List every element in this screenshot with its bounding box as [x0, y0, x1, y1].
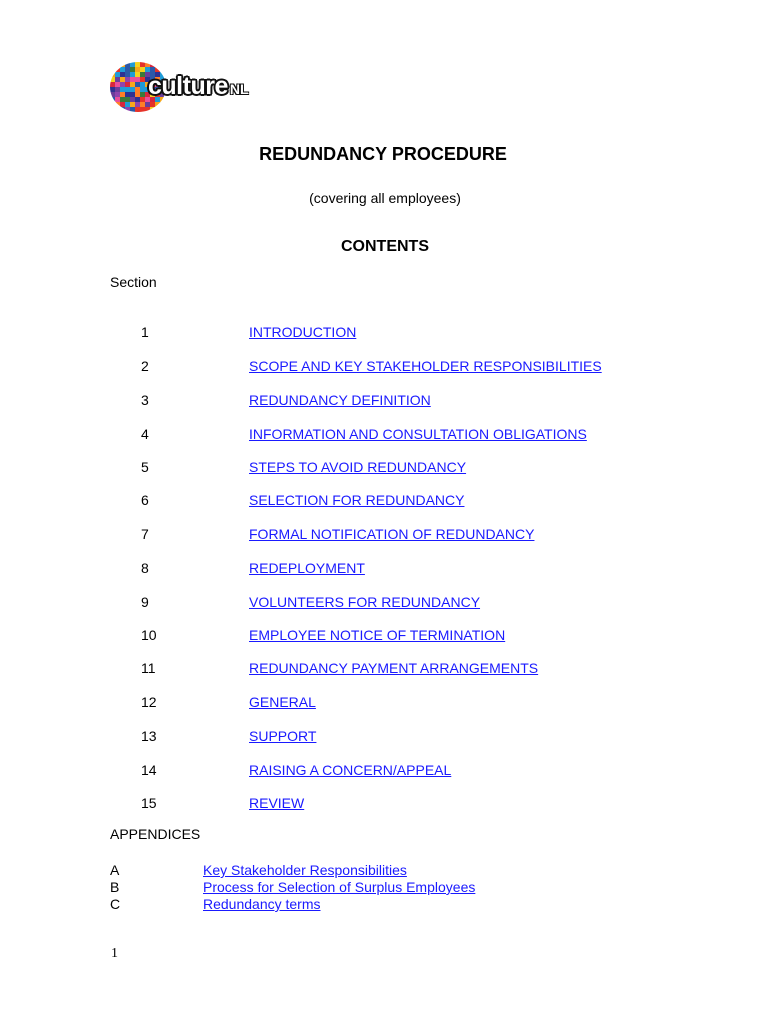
- toc-row: [0, 358, 770, 378]
- toc-row: [0, 392, 770, 412]
- toc-row: [0, 728, 770, 748]
- toc-number: 12: [141, 694, 157, 710]
- toc-number: 9: [141, 594, 149, 610]
- toc-link-selection[interactable]: SELECTION FOR REDUNDANCY: [249, 492, 465, 508]
- appendix-row: [0, 862, 770, 879]
- toc-number: 13: [141, 728, 157, 744]
- toc-number: 3: [141, 392, 149, 408]
- toc-link-introduction[interactable]: INTRODUCTION: [249, 324, 357, 340]
- toc-row: [0, 526, 770, 546]
- toc-link-steps[interactable]: STEPS TO AVOID REDUNDANCY: [249, 459, 467, 475]
- toc-link-termination[interactable]: EMPLOYEE NOTICE OF TERMINATION: [249, 627, 506, 643]
- toc-link-review[interactable]: REVIEW: [249, 795, 305, 811]
- toc-row: [0, 459, 770, 479]
- toc-number: 14: [141, 762, 157, 778]
- toc-row: [0, 324, 770, 344]
- toc-row: [0, 762, 770, 782]
- toc-row: [0, 694, 770, 714]
- appendix-row: [0, 879, 770, 896]
- toc-link-scope[interactable]: SCOPE AND KEY STAKEHOLDER RESPONSIBILITIES: [249, 358, 602, 374]
- page-number: 1: [111, 946, 118, 961]
- toc-number: 10: [141, 627, 157, 643]
- toc-link-redeployment[interactable]: REDEPLOYMENT: [249, 560, 365, 576]
- logo-wordmark: [148, 72, 249, 102]
- toc-row: [0, 594, 770, 614]
- document-title-text: REDUNDANCY PROCEDURE: [259, 144, 507, 164]
- toc-row: [0, 426, 770, 446]
- culture-nl-logo: [110, 62, 270, 114]
- document-title: [0, 144, 770, 165]
- appendix-link-terms[interactable]: Redundancy terms: [203, 896, 321, 912]
- logo-suffix: NL: [229, 81, 249, 97]
- toc-link-support[interactable]: SUPPORT: [249, 728, 317, 744]
- toc-number: 7: [141, 526, 149, 542]
- toc-number: 11: [141, 660, 156, 676]
- toc-row: [0, 660, 770, 680]
- logo-word: culture: [148, 72, 228, 100]
- toc-link-appeal[interactable]: RAISING A CONCERN/APPEAL: [249, 762, 452, 778]
- toc-number: 4: [141, 426, 149, 442]
- appendix-letter: A: [110, 862, 120, 878]
- toc-number: 15: [141, 795, 157, 811]
- appendices-label: APPENDICES: [110, 826, 201, 842]
- appendix-link-selection-process[interactable]: Process for Selection of Surplus Employees: [203, 879, 476, 895]
- toc-number: 1: [141, 324, 149, 340]
- appendix-letter: B: [110, 879, 120, 895]
- toc-link-payment[interactable]: REDUNDANCY PAYMENT ARRANGEMENTS: [249, 660, 539, 676]
- toc-row: [0, 492, 770, 512]
- contents-heading: CONTENTS: [341, 238, 429, 255]
- section-label: Section: [110, 274, 157, 290]
- toc-row: [0, 795, 770, 815]
- toc-number: 5: [141, 459, 149, 475]
- toc-link-consultation[interactable]: INFORMATION AND CONSULTATION OBLIGATIONS: [249, 426, 587, 442]
- toc-number: 6: [141, 492, 149, 508]
- toc-link-definition[interactable]: REDUNDANCY DEFINITION: [249, 392, 431, 408]
- document-subtitle: (covering all employees): [309, 190, 461, 206]
- appendix-letter: C: [110, 896, 121, 912]
- toc-row: [0, 560, 770, 580]
- appendix-link-stakeholders[interactable]: Key Stakeholder Responsibilities: [203, 862, 407, 878]
- toc-link-notification[interactable]: FORMAL NOTIFICATION OF REDUNDANCY: [249, 526, 535, 542]
- toc-number: 8: [141, 560, 149, 576]
- appendix-row: [0, 896, 770, 913]
- toc-number: 2: [141, 358, 149, 374]
- toc-link-general[interactable]: GENERAL: [249, 694, 316, 710]
- toc-link-volunteers[interactable]: VOLUNTEERS FOR REDUNDANCY: [249, 594, 481, 610]
- toc-row: [0, 627, 770, 647]
